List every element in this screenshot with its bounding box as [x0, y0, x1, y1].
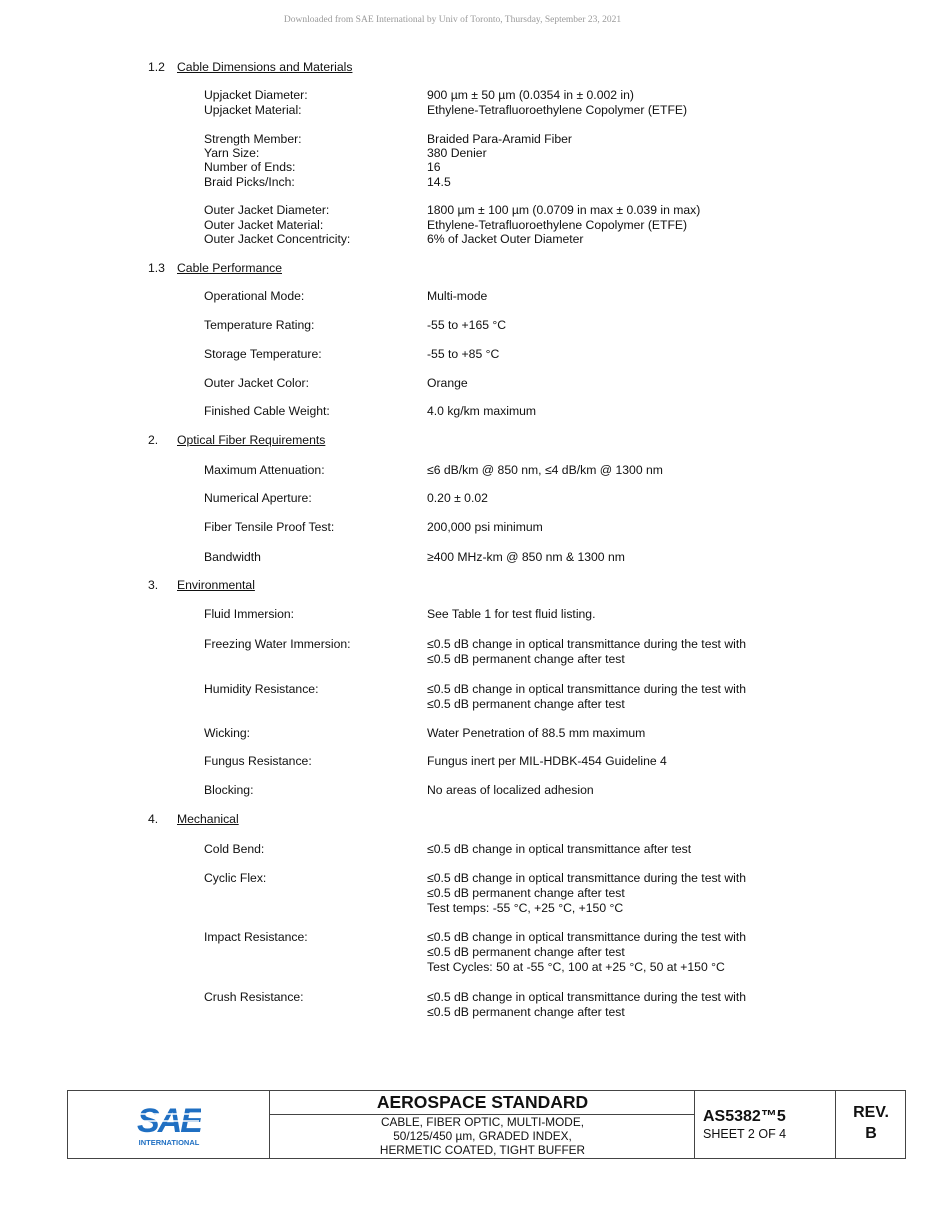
spec-value: 4.0 kg/km maximum	[427, 404, 537, 418]
section-number: 1.3	[148, 261, 165, 275]
spec-value-line: ≤0.5 dB change in optical transmittance during the test with	[427, 637, 747, 651]
section-number: 2.	[148, 433, 159, 447]
spec-value-line: ≤0.5 dB permanent change after test	[427, 697, 625, 711]
revision-value: B	[865, 1125, 877, 1142]
spec-label: Crush Resistance:	[204, 990, 304, 1004]
spec-label: Temperature Rating:	[204, 318, 315, 332]
spec-label: Maximum Attenuation:	[204, 463, 325, 477]
section-heading: Cable Performance	[177, 261, 282, 275]
spec-label: Number of Ends:	[204, 160, 296, 174]
spec-value-line: ≤0.5 dB change in optical transmittance during the test with	[427, 682, 747, 696]
spec-value-line: ≤0.5 dB permanent change after test	[427, 945, 625, 959]
spec-value	[427, 842, 691, 857]
spec-value	[427, 682, 746, 712]
spec-label: Bandwidth	[204, 550, 261, 564]
spec-label: Operational Mode:	[204, 289, 305, 303]
revision-cell	[835, 1091, 906, 1158]
spec-label: Storage Temperature:	[204, 347, 322, 361]
spec-label: Upjacket Diameter:	[204, 88, 308, 102]
spec-value-line: See Table 1 for test fluid listing.	[427, 607, 596, 621]
logo-subtext: INTERNATIONAL	[138, 1138, 200, 1147]
spec-value: 6% of Jacket Outer Diameter	[427, 232, 584, 246]
spec-label: Humidity Resistance:	[204, 682, 319, 696]
spec-label: Strength Member:	[204, 132, 302, 146]
document-number-cell	[694, 1091, 836, 1158]
download-notice: Downloaded from SAE International by Univ of Toronto, Thursday, September 23, 2021	[283, 15, 622, 25]
spec-label: Yarn Size:	[204, 146, 260, 160]
spec-value	[427, 871, 746, 916]
section-number: 3.	[148, 578, 159, 592]
section-heading: Environmental	[177, 578, 255, 592]
spec-value	[427, 637, 746, 667]
spec-value: 0.20 ± 0.02	[427, 491, 488, 505]
sae-logo	[137, 1102, 201, 1148]
spec-value: Ethylene-Tetrafluoroethylene Copolymer (ETFE)	[427, 218, 688, 232]
spec-label: Outer Jacket Concentricity:	[204, 232, 351, 246]
section-heading: Optical Fiber Requirements	[177, 433, 326, 447]
spec-label: Numerical Aperture:	[204, 491, 312, 505]
section-number: 4.	[148, 812, 159, 826]
spec-value: Ethylene-Tetrafluoroethylene Copolymer (ETFE)	[427, 103, 688, 117]
spec-label: Fungus Resistance:	[204, 754, 312, 768]
section-heading: Mechanical	[177, 812, 239, 826]
spec-label: Freezing Water Immersion:	[204, 637, 351, 651]
spec-label: Braid Picks/Inch:	[204, 175, 295, 189]
spec-label: Cold Bend:	[204, 842, 265, 856]
spec-value-line: ≤0.5 dB permanent change after test	[427, 1005, 625, 1019]
spec-value-line: Test Cycles: 50 at -55 °C, 100 at +25 °C, 50 at +150 °C	[427, 960, 725, 974]
sheet-number: SHEET 2 OF 4	[703, 1127, 787, 1141]
logo-mark: SAE	[137, 1102, 201, 1140]
spec-value: 1800 µm ± 100 µm (0.0709 in max ± 0.039 in max)	[427, 203, 701, 217]
spec-value: 14.5	[427, 175, 451, 189]
spec-value-line: ≤0.5 dB change in optical transmittance after test	[427, 842, 692, 856]
spec-value: Braided Para-Aramid Fiber	[427, 132, 572, 146]
spec-value	[427, 726, 645, 741]
document-description	[270, 1115, 695, 1157]
description-line: HERMETIC COATED, TIGHT BUFFER	[379, 1143, 586, 1157]
spec-value-line: No areas of localized adhesion	[427, 783, 594, 797]
spec-value: 200,000 psi minimum	[427, 520, 543, 534]
spec-value: Orange	[427, 376, 468, 390]
title-cell	[269, 1091, 695, 1158]
spec-value-line: Water Penetration of 88.5 mm maximum	[427, 726, 646, 740]
title-block	[67, 1090, 906, 1159]
spec-value	[427, 754, 667, 769]
spec-label: Fluid Immersion:	[204, 607, 295, 621]
description-line: 50/125/450 µm, GRADED INDEX,	[393, 1129, 572, 1143]
section-number: 1.2	[148, 60, 165, 74]
spec-value: 380 Denier	[427, 146, 487, 160]
spec-value: ≥400 MHz-km @ 850 nm & 1300 nm	[427, 550, 625, 564]
spec-label: Finished Cable Weight:	[204, 404, 330, 418]
spec-value: Multi-mode	[427, 289, 488, 303]
description-line: CABLE, FIBER OPTIC, MULTI-MODE,	[381, 1115, 584, 1129]
spec-label: Impact Resistance:	[204, 930, 308, 944]
spec-label: Outer Jacket Material:	[204, 218, 324, 232]
spec-value: 900 µm ± 50 µm (0.0354 in ± 0.002 in)	[427, 88, 634, 102]
spec-value-line: ≤0.5 dB change in optical transmittance during the test with	[427, 930, 747, 944]
spec-label: Outer Jacket Diameter:	[204, 203, 330, 217]
spec-value-line: ≤0.5 dB change in optical transmittance during the test with	[427, 871, 747, 885]
spec-value	[427, 930, 746, 975]
standard-title: AEROSPACE STANDARD	[270, 1091, 695, 1115]
spec-label: Blocking:	[204, 783, 254, 797]
spec-value: ≤6 dB/km @ 850 nm, ≤4 dB/km @ 1300 nm	[427, 463, 663, 477]
spec-value: 16	[427, 160, 441, 174]
spec-value-line: ≤0.5 dB permanent change after test	[427, 652, 625, 666]
document-number: AS5382™5	[703, 1108, 786, 1125]
logo-cell	[68, 1091, 269, 1158]
spec-value: -55 to +165 °C	[427, 318, 507, 332]
revision-label: REV.	[853, 1104, 889, 1121]
spec-label: Wicking:	[204, 726, 251, 740]
spec-label: Outer Jacket Color:	[204, 376, 309, 390]
spec-value	[427, 990, 746, 1020]
spec-value	[427, 607, 595, 622]
spec-label: Upjacket Material:	[204, 103, 302, 117]
spec-value-line: ≤0.5 dB change in optical transmittance during the test with	[427, 990, 747, 1004]
spec-value-line: ≤0.5 dB permanent change after test	[427, 886, 625, 900]
spec-value-line: Fungus inert per MIL-HDBK-454 Guideline 4	[427, 754, 667, 768]
spec-value-line: Test temps: -55 °C, +25 °C, +150 °C	[427, 901, 624, 915]
spec-label: Cyclic Flex:	[204, 871, 267, 885]
spec-label: Fiber Tensile Proof Test:	[204, 520, 335, 534]
spec-value: -55 to +85 °C	[427, 347, 500, 361]
spec-value	[427, 783, 594, 798]
section-heading: Cable Dimensions and Materials	[177, 60, 353, 74]
